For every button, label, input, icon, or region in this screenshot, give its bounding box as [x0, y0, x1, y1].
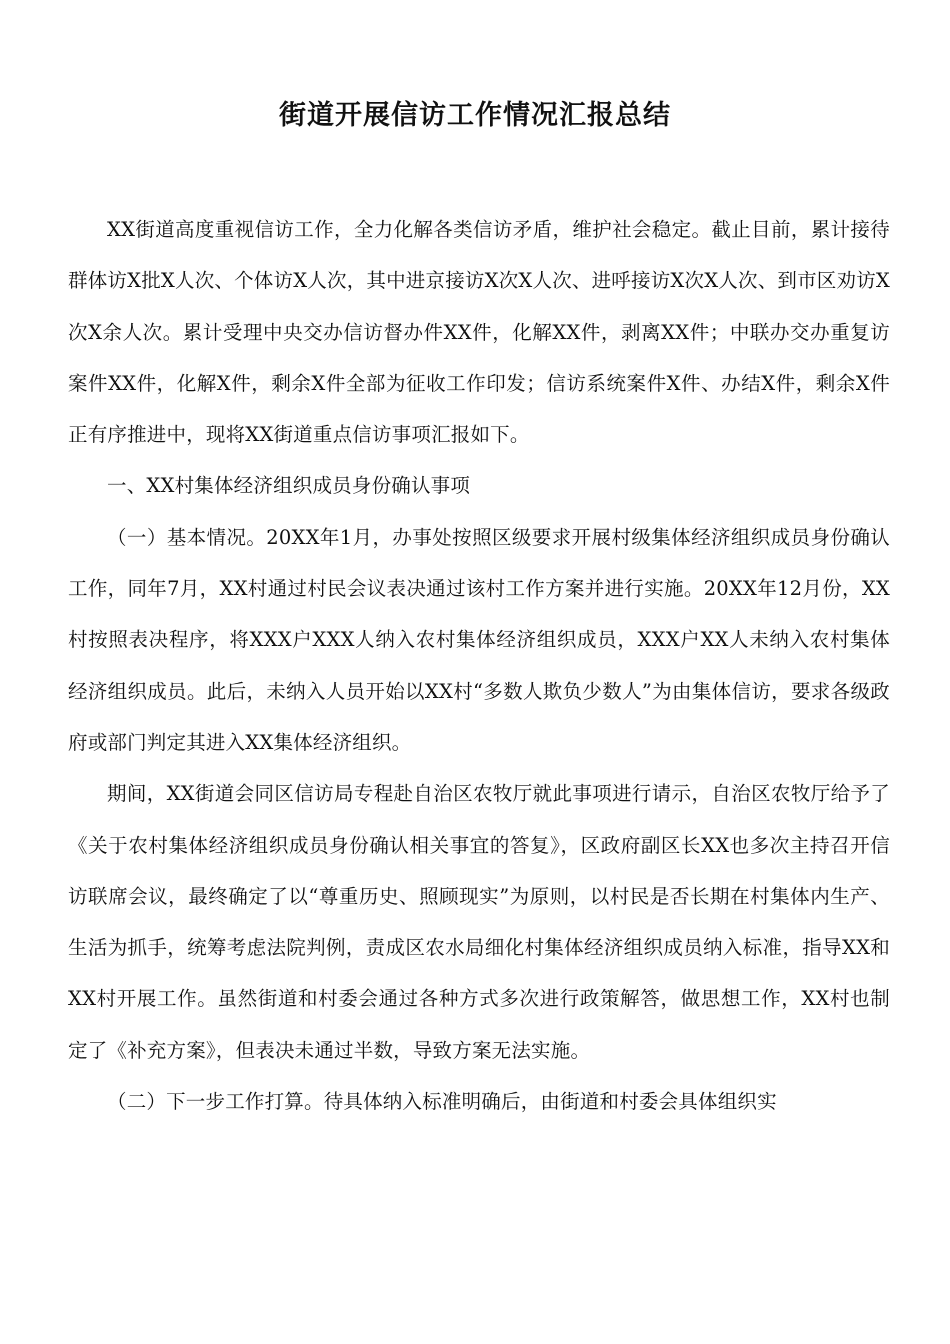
document-title: 街道开展信访工作情况汇报总结	[279, 100, 671, 131]
section-heading-1: 一、XX村集体经济组织成员身份确认事项	[107, 474, 471, 498]
paragraph-basic-situation: （一）基本情况。20XX年1月，办事处按照区级要求开展村级集体经济组织成员身份确认工作，同年7月，XX村通过村民会议表决通过该村工作方案并进行实施。20XX年12月份，XX村按照表决程序，将XXX户XXX人纳入农村集体经济组织成员，XXX户XX人未纳入农村集体经济组织成员。此后，未纳入人员开始以XX村“多数人欺负少数人”为由集体信访，要求各级政府或部门判定其进入XX集体经济组织。	[68, 525, 890, 754]
document-body	[68, 204, 890, 1127]
paragraph-next-steps: （二）下一步工作打算。待具体纳入标准明确后，由街道和村委会具体组织实	[107, 1090, 777, 1114]
paragraph-intro: XX街道高度重视信访工作，全力化解各类信访矛盾，维护社会稳定。截止目前，累计接待群体访X批X人次、个体访X人次，其中进京接访X次X人次、进呼接访X次X人次、到市区劝访X次X余人次。累计受理中央交办信访督办件XX件，化解XX件，剥离XX件；中联办交办重复访案件XX件，化解X件，剩余X件全部为征收工作印发；信访系统案件X件、办结X件，剩余X件正有序推进中，现将XX街道重点信访事项汇报如下。	[68, 218, 890, 447]
paragraph-meanwhile: 期间，XX街道会同区信访局专程赴自治区农牧厅就此事项进行请示，自治区农牧厅给予了《关于农村集体经济组织成员身份确认相关事宜的答复》，区政府副区长XX也多次主持召开信访联席会议，最终确定了以“尊重历史、照顾现实”为原则，以村民是否长期在村集体内生产、生活为抓手，统筹考虑法院判例，责成区农水局细化村集体经济组织成员纳入标准，指导XX和XX村开展工作。虽然街道和村委会通过各种方式多次进行政策解答，做思想工作，XX村也制定了《补充方案》，但表决未通过半数，导致方案无法实施。	[68, 782, 890, 1062]
